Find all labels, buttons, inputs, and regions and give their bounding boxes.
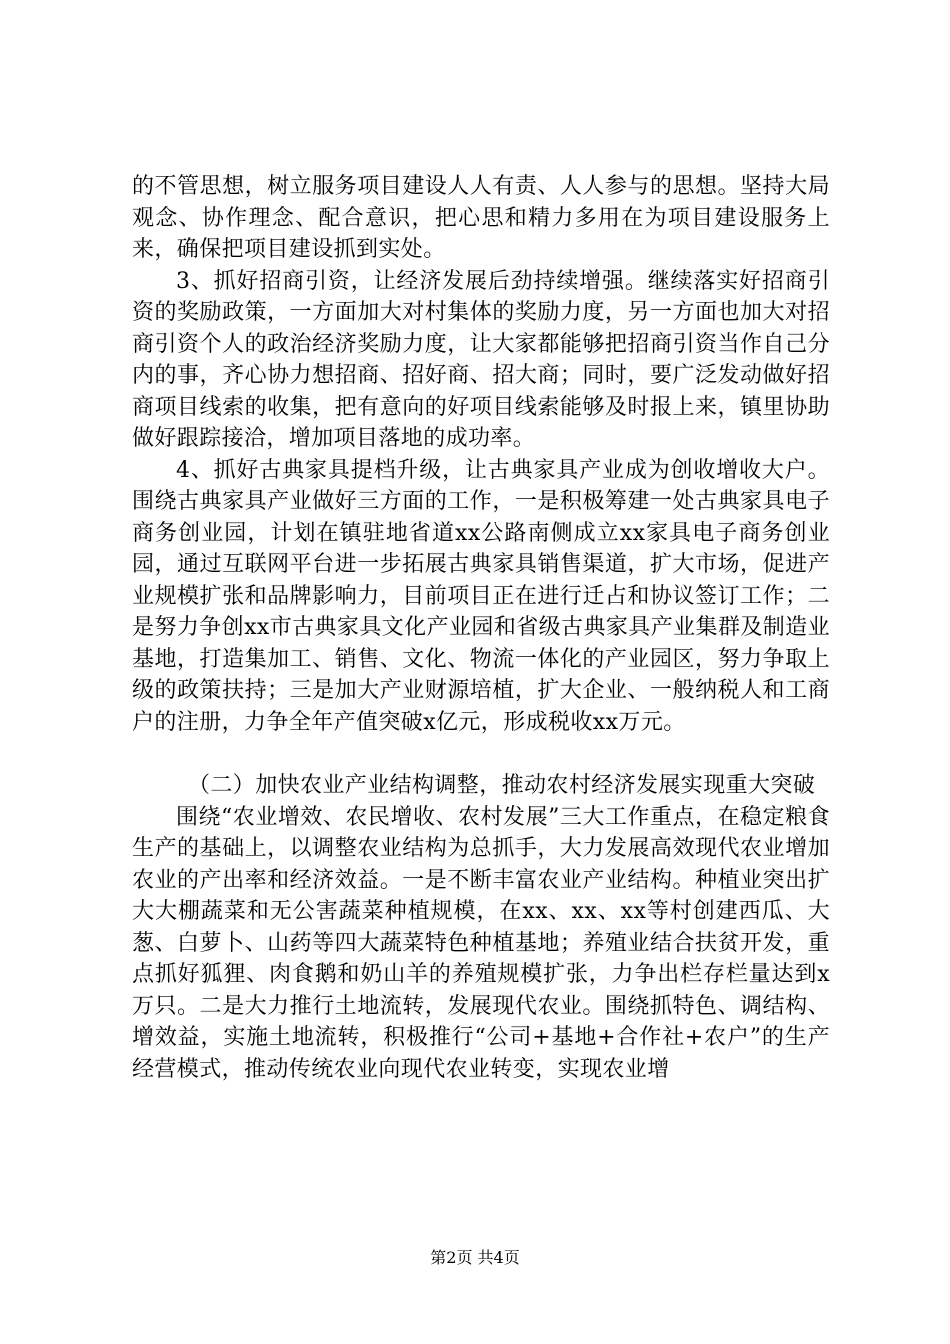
page-number-footer: 第2页 共4页: [430, 1248, 520, 1267]
section-heading: （二）加快农业产业结构调整，推动农村经济发展实现重大突破: [188, 773, 816, 798]
paragraph-agriculture: 围绕“农业增效、农民增收、农村发展”三大工作重点，在稳定粮食生产的基础上，以调整农业结构为总抓手，大力发展高效现代农业增加农业的产出率和经济效益。一是不断丰富农业产业结构。种植业突出扩大大棚蔬菜和无公害蔬菜种植规模，在xx、xx、xx等村创建西瓜、大葱、白萝卜、山药等四大蔬菜特色种植基地；养殖业结合扶贫开发，重点抓好狐狸、肉食鹅和奶山羊的养殖规模扩张，力争出栏存栏量达到x万只。二是大力推行土地流转，发展现代农业。围绕抓特色、调结构、增效益，实施土地流转，积极推行“公司+基地+合作社+农户”的生产经营模式，推动传统农业向现代农业转变，实现农业增: [132, 804, 830, 1082]
paragraph-item-4: 4、抓好古典家具提档升级，让古典家具产业成为创收增收大户。围绕古典家具产业做好三方面的工作，一是积极筹建一处古典家具电子商务创业园，计划在镇驻地省道xx公路南侧成立xx家具电子商务创业园，通过互联网平台进一步拓展古典家具销售渠道，扩大市场，促进产业规模扩张和品牌影响力，目前项目正在进行迁占和协议签订工作；二是努力争创xx市古典家具文化产业园和省级古典家具产业集群及制造业基地，打造集加工、销售、文化、物流一体化的产业园区，努力争取上级的政策扶持；三是加大产业财源培植，扩大企业、一般纳税人和工商户的注册，力争全年产值突破x亿元，形成税收xx万元。: [132, 457, 830, 735]
document-body: [132, 171, 830, 1085]
paragraph-continuation: 的不管思想，树立服务项目建设人人有责、人人参与的思想。坚持大局观念、协作理念、配合意识，把心思和精力多用在为项目建设服务上来，确保把项目建设抓到实处。: [132, 174, 830, 262]
paragraph-item-3: 3、抓好招商引资，让经济发展后劲持续增强。继续落实好招商引资的奖励政策，一方面加大对村集体的奖励力度，另一方面也加大对招商引资个人的政治经济奖励力度，让大家都能够把招商引资当作自己分内的事，齐心协力想招商、招好商、招大商；同时，要广泛发动做好招商项目线索的收集，把有意向的好项目线索能够及时报上来，镇里协助做好跟踪接洽，增加项目落地的成功率。: [132, 268, 830, 451]
